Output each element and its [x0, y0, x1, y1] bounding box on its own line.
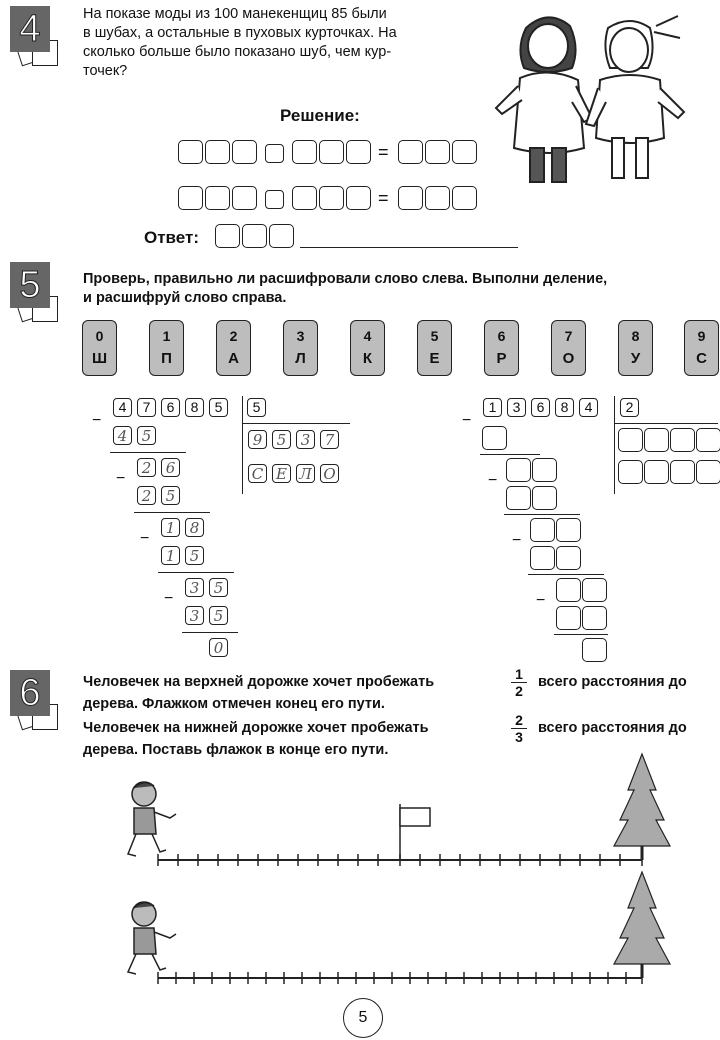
answer-cell[interactable]	[292, 186, 317, 210]
tree-icon	[614, 872, 670, 978]
runner-figure	[128, 782, 176, 856]
word-letter: Л	[296, 464, 315, 483]
dividend-digit: 8	[555, 398, 574, 417]
minus-sign: −	[536, 592, 546, 609]
step-digit: 5	[209, 578, 228, 597]
step-cell[interactable]	[506, 486, 531, 510]
step-digit: 3	[185, 578, 204, 597]
answer-cell[interactable]	[425, 186, 450, 210]
dividend-digit: 3	[507, 398, 526, 417]
fraction-two-thirds: 2 3	[511, 712, 527, 745]
operation-cell[interactable]	[265, 190, 284, 209]
step-digit: 5	[185, 546, 204, 565]
operation-cell[interactable]	[265, 144, 284, 163]
cipher-key: 2 А	[216, 320, 251, 376]
step-digit: 5	[209, 606, 228, 625]
task-4-badge	[6, 6, 68, 68]
dividend-digit: 1	[483, 398, 502, 417]
step-cell[interactable]	[556, 518, 581, 542]
task-6-badge	[6, 670, 68, 732]
quotient-digit: 3	[296, 430, 315, 449]
step-digit: 2	[137, 458, 156, 477]
step-cell[interactable]	[530, 518, 555, 542]
minus-sign: −	[488, 472, 498, 489]
step-cell[interactable]	[582, 606, 607, 630]
step-cell[interactable]	[556, 606, 581, 630]
task-4-number: 4	[10, 6, 50, 52]
answer-cell[interactable]	[292, 140, 317, 164]
equals-sign: =	[378, 142, 389, 162]
upper-track	[120, 750, 700, 870]
quotient-cell[interactable]	[670, 428, 695, 452]
dividend-digit: 7	[137, 398, 156, 417]
word-cell[interactable]	[644, 460, 669, 484]
answer-cell[interactable]	[232, 140, 257, 164]
solution-label: Решение:	[280, 106, 360, 125]
minus-sign: −	[116, 470, 126, 487]
answer-cell[interactable]	[398, 186, 423, 210]
word-cell[interactable]	[618, 460, 643, 484]
dividend-digit: 8	[185, 398, 204, 417]
answer-cell[interactable]	[232, 186, 257, 210]
dividend-digit: 5	[209, 398, 228, 417]
step-cell[interactable]	[482, 426, 507, 450]
step-digit: 2	[137, 486, 156, 505]
quotient-digit: 7	[320, 430, 339, 449]
minus-sign: −	[164, 590, 174, 607]
word-letter: О	[320, 464, 339, 483]
minus-sign: −	[140, 530, 150, 547]
task-5-number: 5	[10, 262, 50, 308]
answer-cell[interactable]	[452, 186, 477, 210]
cipher-key: 6 Р	[484, 320, 519, 376]
divisor-digit: 5	[247, 398, 266, 417]
step-digit: 8	[185, 518, 204, 537]
dividend-digit: 4	[113, 398, 132, 417]
task-6-number: 6	[10, 670, 50, 716]
cipher-key: 0 Ш	[82, 320, 117, 376]
step-digit: 4	[113, 426, 132, 445]
step-cell[interactable]	[582, 578, 607, 602]
step-digit: 5	[161, 486, 180, 505]
dividend-digit: 6	[531, 398, 550, 417]
step-cell[interactable]	[532, 486, 557, 510]
answer-cell[interactable]	[319, 140, 344, 164]
answer-label: Ответ:	[144, 228, 199, 247]
step-digit: 1	[161, 546, 180, 565]
cipher-key: 9 С	[684, 320, 719, 376]
step-cell[interactable]	[532, 458, 557, 482]
task-4-text: На показе моды из 100 манекенщиц 85 были в шубах, а остальные в пуховых курточках. На сколько больше было показано шуб, чем кур- точек?	[83, 6, 397, 79]
word-cell[interactable]	[696, 460, 720, 484]
answer-cell[interactable]	[205, 186, 230, 210]
answer-cell[interactable]	[398, 140, 423, 164]
cipher-key: 3 Л	[283, 320, 318, 376]
answer-cell[interactable]	[178, 186, 203, 210]
task-5-badge	[6, 262, 68, 324]
answer-cell[interactable]	[452, 140, 477, 164]
tree-icon	[614, 754, 670, 860]
step-cell[interactable]	[556, 578, 581, 602]
step-digit: 3	[185, 606, 204, 625]
quotient-digit: 9	[248, 430, 267, 449]
dividend-digit: 4	[579, 398, 598, 417]
lower-track	[120, 868, 700, 988]
minus-sign: −	[92, 412, 102, 429]
flag-icon	[400, 804, 430, 860]
task-5-text: Проверь, правильно ли расшифровали слово слева. Выполни деление, и расшифруй слово справа.	[83, 271, 608, 306]
step-cell[interactable]	[556, 546, 581, 570]
runner-figure	[128, 902, 176, 974]
cipher-key: 7 О	[551, 320, 586, 376]
word-letter: Е	[272, 464, 291, 483]
quotient-cell[interactable]	[644, 428, 669, 452]
answer-line[interactable]	[300, 247, 518, 248]
answer-cell[interactable]	[425, 140, 450, 164]
word-letter: С	[248, 464, 267, 483]
cipher-key: 1 П	[149, 320, 184, 376]
quotient-cell[interactable]	[618, 428, 643, 452]
answer-cell[interactable]	[346, 140, 371, 164]
divisor-digit: 2	[620, 398, 639, 417]
page-number: 5	[343, 998, 383, 1038]
step-cell[interactable]	[582, 638, 607, 662]
answer-cell[interactable]	[269, 224, 294, 248]
step-digit: 5	[137, 426, 156, 445]
step-digit: 1	[161, 518, 180, 537]
answer-cell[interactable]	[215, 224, 240, 248]
word-cell[interactable]	[670, 460, 695, 484]
minus-sign: −	[462, 412, 472, 429]
answer-cell[interactable]	[178, 140, 203, 164]
cipher-key: 4 К	[350, 320, 385, 376]
step-digit: 0	[209, 638, 228, 657]
dividend-digit: 6	[161, 398, 180, 417]
answer-cell[interactable]	[205, 140, 230, 164]
minus-sign: −	[512, 532, 522, 549]
fraction-one-half: 1 2	[511, 666, 527, 699]
step-cell[interactable]	[530, 546, 555, 570]
answer-cell[interactable]	[242, 224, 267, 248]
quotient-cell[interactable]	[696, 428, 720, 452]
step-cell[interactable]	[506, 458, 531, 482]
equals-sign: =	[378, 188, 389, 208]
answer-cell[interactable]	[346, 186, 371, 210]
quotient-digit: 5	[272, 430, 291, 449]
cipher-key: 8 У	[618, 320, 653, 376]
step-digit: 6	[161, 458, 180, 477]
answer-cell[interactable]	[319, 186, 344, 210]
cipher-key: 5 Е	[417, 320, 452, 376]
girls-illustration	[488, 8, 708, 198]
